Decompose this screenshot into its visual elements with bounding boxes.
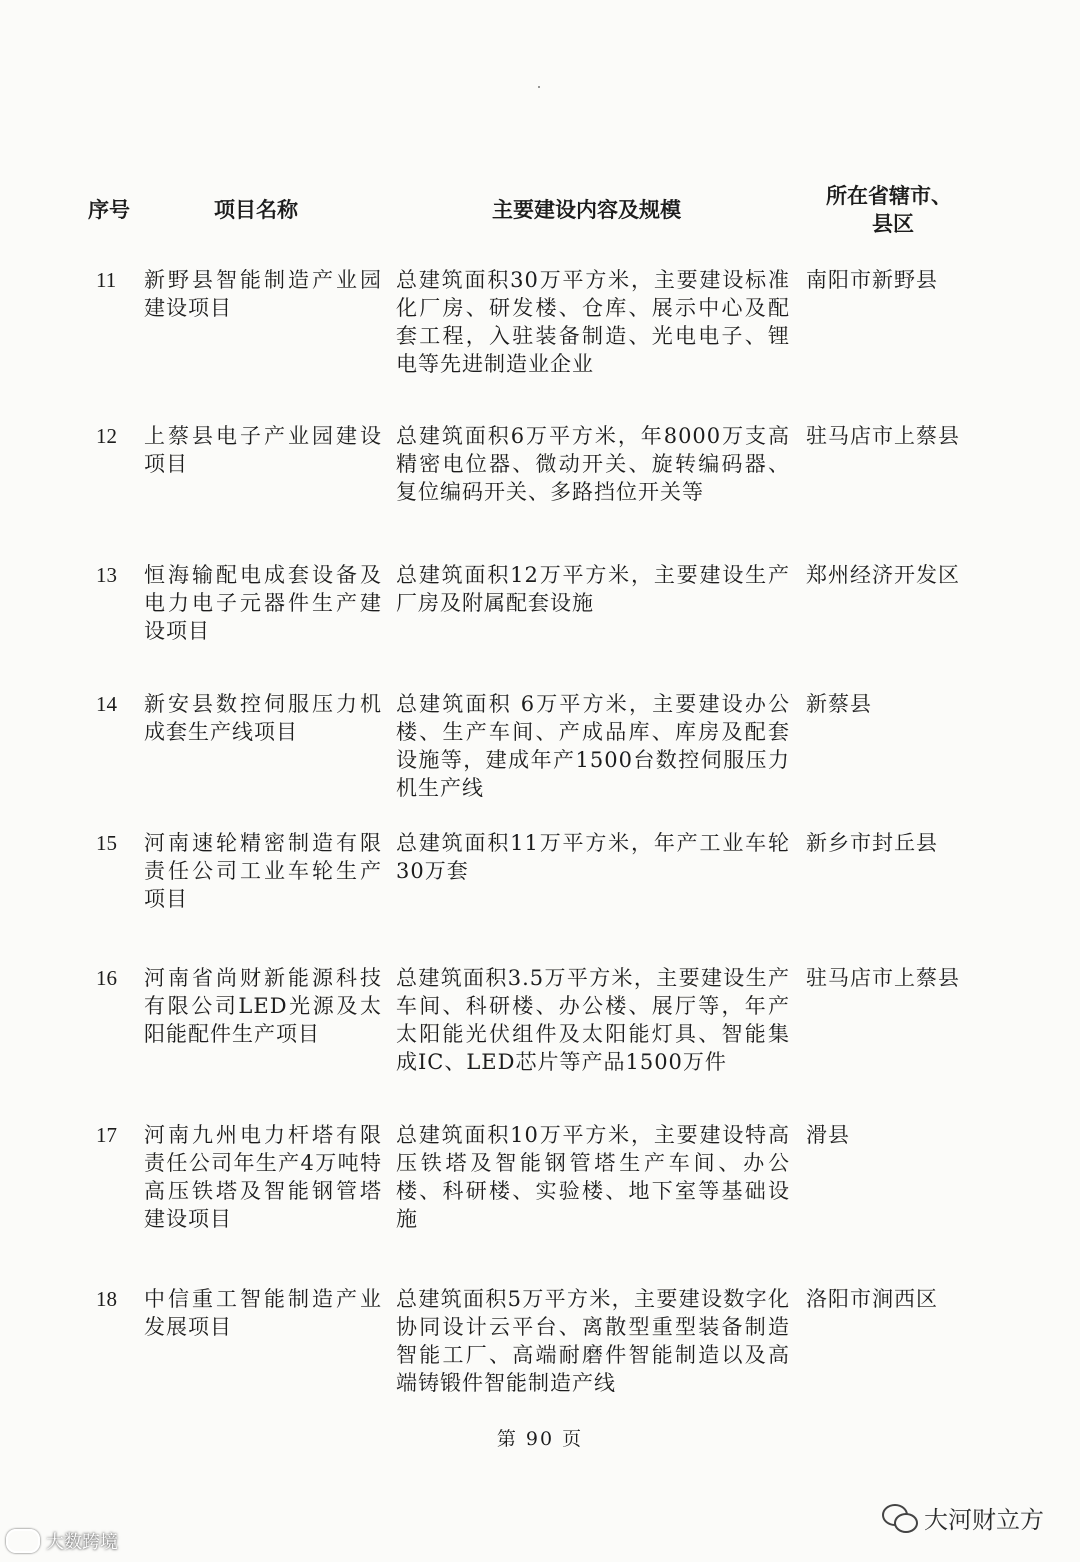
watermark-left xyxy=(6,1528,118,1554)
watermark-right xyxy=(882,1500,1044,1535)
row-seq: 16 xyxy=(96,966,117,990)
row-seq: 12 xyxy=(96,424,117,448)
row-location: 洛阳市涧西区 xyxy=(806,1287,938,1311)
wechat-icon xyxy=(882,1504,916,1532)
row-seq: 14 xyxy=(96,692,117,716)
header-seq: 序号 xyxy=(88,197,130,222)
row-name: 上蔡县电子产业园建设项目 xyxy=(144,424,382,476)
table-header xyxy=(0,180,1080,240)
page-number: 第 90 页 xyxy=(496,1428,584,1450)
row-seq: 15 xyxy=(96,831,117,855)
brand-logo-icon xyxy=(6,1529,40,1553)
row-content: 总建筑面积 6万平方米，主要建设办公楼、生产车间、产成品库、库房及配套设施等，建成年产1500台数控伺服压力机生产线 xyxy=(396,692,790,800)
header-name: 项目名称 xyxy=(214,197,298,222)
row-content: 总建筑面积6万平方米，年8000万支高精密电位器、微动开关、旋转编码器、复位编码开关、多路挡位开关等 xyxy=(396,424,790,504)
watermark-left-text: 大数跨境 xyxy=(46,1532,118,1553)
row-content: 总建筑面积12万平方米，主要建设生产厂房及附属配套设施 xyxy=(396,563,790,615)
row-name: 河南速轮精密制造有限责任公司工业车轮生产项目 xyxy=(144,831,382,911)
row-seq: 13 xyxy=(96,563,117,587)
header-content: 主要建设内容及规模 xyxy=(492,197,681,222)
row-seq: 17 xyxy=(96,1123,117,1147)
row-location: 滑县 xyxy=(806,1123,850,1147)
row-location: 驻马店市上蔡县 xyxy=(806,424,960,448)
row-name: 中信重工智能制造产业发展项目 xyxy=(144,1287,382,1339)
row-content: 总建筑面积11万平方米，年产工业车轮30万套 xyxy=(396,831,790,883)
scan-speck xyxy=(538,86,540,88)
row-content: 总建筑面积30万平方米，主要建设标准化厂房、研发楼、仓库、展示中心及配套工程，入驻装备制造、光电电子、锂电等先进制造业企业 xyxy=(396,268,790,376)
row-location: 新乡市封丘县 xyxy=(806,831,938,855)
row-content: 总建筑面积10万平方米，主要建设特高压铁塔及智能钢管塔生产车间、办公楼、科研楼、实验楼、地下室等基础设施 xyxy=(396,1123,790,1231)
row-location: 南阳市新野县 xyxy=(806,268,938,292)
header-location-line2: 县区 xyxy=(872,211,914,236)
row-content: 总建筑面积5万平方米，主要建设数字化协同设计云平台、离散型重型装备制造智能工厂、高端耐磨件智能制造以及高端铸锻件智能制造产线 xyxy=(396,1287,790,1395)
row-name: 新安县数控伺服压力机成套生产线项目 xyxy=(144,692,382,744)
row-seq: 18 xyxy=(96,1287,117,1311)
row-location: 驻马店市上蔡县 xyxy=(806,966,960,990)
row-name: 新野县智能制造产业园建设项目 xyxy=(144,268,382,320)
row-name: 河南省尚财新能源科技有限公司LED光源及太阳能配件生产项目 xyxy=(144,966,382,1046)
row-name: 恒海输配电成套设备及电力电子元器件生产建设项目 xyxy=(144,563,382,643)
header-location-line1: 所在省辖市、 xyxy=(826,183,952,208)
header-location xyxy=(826,182,966,238)
row-name: 河南九州电力杆塔有限责任公司年生产4万吨特高压铁塔及智能钢管塔建设项目 xyxy=(144,1123,382,1231)
row-seq: 11 xyxy=(96,268,117,292)
watermark-right-text: 大河财立方 xyxy=(924,1506,1044,1534)
row-location: 郑州经济开发区 xyxy=(806,563,960,587)
row-content: 总建筑面积3.5万平方米，主要建设生产车间、科研楼、办公楼、展厅等，年产太阳能光伏组件及太阳能灯具、智能集成IC、LED芯片等产品1500万件 xyxy=(396,966,790,1074)
row-location: 新蔡县 xyxy=(806,692,872,716)
